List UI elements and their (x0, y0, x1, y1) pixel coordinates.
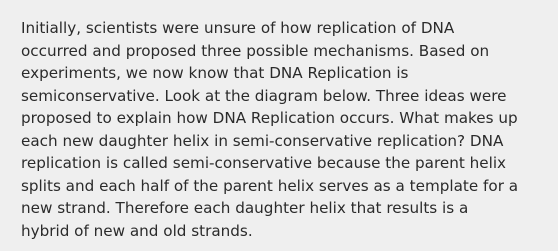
question-paragraph: Initially, scientists were unsure of how replication of DNA occurred and proposed three possible mechanisms. Based on experiments, we now know that DNA Replication is semiconservative. Look at the diagram below. Three ideas were proposed to explain how DNA Replication occurs. What makes up each new daughter helix in semi-conservative replication? DNA replication is called semi-conservative because the parent helix splits and each half of the parent helix serves as a template for a new strand. Therefore each daughter helix that results is a hybrid of new and old strands. (21, 19, 519, 240)
question-block (21, 17, 549, 242)
